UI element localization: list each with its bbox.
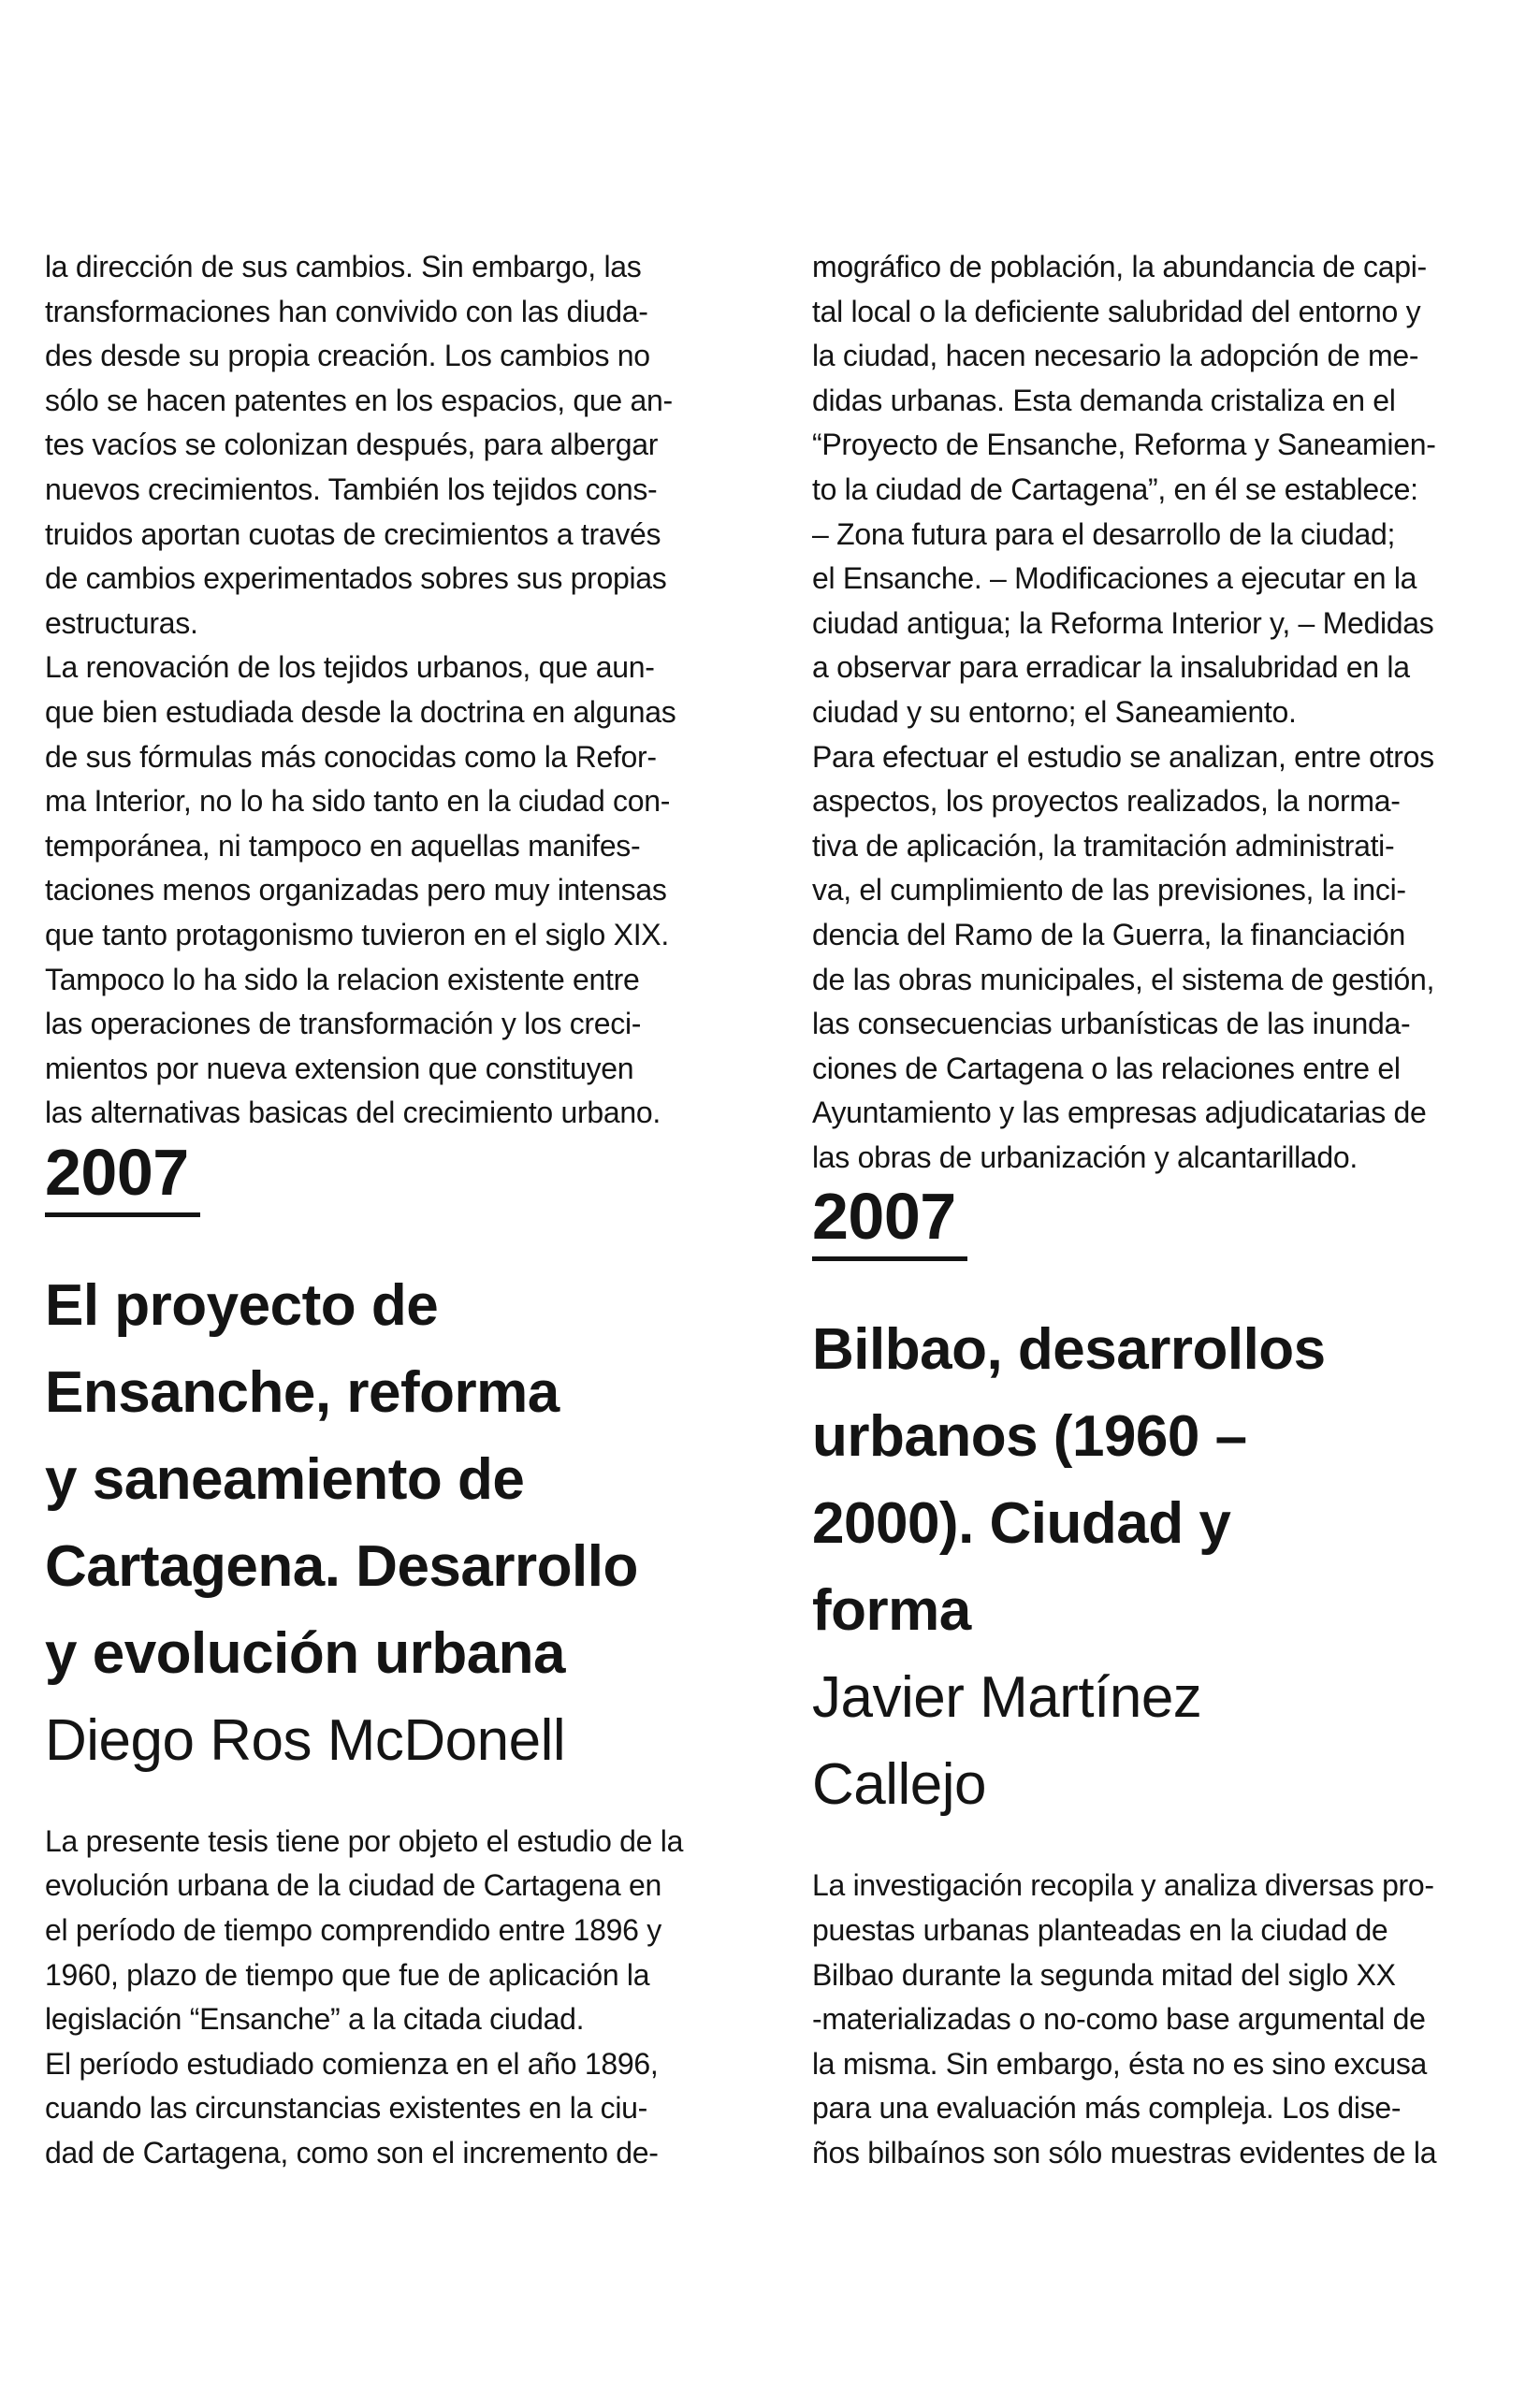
left-intro-text xyxy=(45,245,739,1136)
text-line: va, el cumplimiento de las previsiones, la inci- xyxy=(812,873,1406,907)
text-line: mográfico de población, la abundancia de capi- xyxy=(812,250,1427,283)
text-line: ciudad y su entorno; el Saneamiento. xyxy=(812,694,1297,729)
text-line: dencia del Ramo de la Guerra, la financiación xyxy=(812,917,1405,951)
text-line: La investigación recopila y analiza diversas pro- xyxy=(812,1868,1434,1903)
text-line: las obras de urbanización y alcantarillado. xyxy=(812,1139,1358,1174)
text-line: puestas urbanas planteadas en la ciudad de xyxy=(812,1913,1388,1948)
text-line: forma xyxy=(812,1578,971,1644)
text-line: Tampoco lo ha sido la relacion existente entre xyxy=(45,962,640,996)
text-line: las consecuencias urbanísticas de las inunda- xyxy=(812,1007,1411,1041)
text-line: tal local o la deficiente salubridad del entorno y xyxy=(812,294,1421,328)
text-line: La presente tesis tiene por objeto el estudio de la xyxy=(45,1823,684,1858)
text-line: urbanos (1960 – xyxy=(812,1404,1247,1470)
text-line: la misma. Sin embargo, ésta no es sino excusa xyxy=(812,2046,1428,2081)
text-line: ciudad antigua; la Reforma Interior y, – Medidas xyxy=(812,605,1434,640)
text-line: Ensanche, reforma xyxy=(45,1359,559,1425)
text-line: 2000). Ciudad y xyxy=(812,1491,1231,1557)
text-line: las operaciones de transformación y los creci- xyxy=(45,1007,642,1041)
text-line: 1960, plazo de tiempo que fue de aplicación la xyxy=(45,1957,650,1992)
text-line: truidos aportan cuotas de crecimientos a través xyxy=(45,516,661,551)
left-entry-title xyxy=(45,1262,739,1697)
text-line: des desde su propia creación. Los cambios no xyxy=(45,339,650,373)
text-line: Ayuntamiento y las empresas adjudicatarias de xyxy=(812,1096,1427,1130)
text-line: evolución urbana de la ciudad de Cartagena en xyxy=(45,1868,662,1903)
right-year-heading xyxy=(812,1182,1497,1261)
right-column xyxy=(812,245,1497,2176)
text-line: El período estudiado comienza en el año 1896, xyxy=(45,2046,659,2081)
text-line: la ciudad, hacen necesario la adopción de me- xyxy=(812,339,1419,373)
text-line: sólo se hacen patentes en los espacios, que an- xyxy=(45,383,673,417)
text-line: el período de tiempo comprendido entre 1896 y xyxy=(45,1913,661,1948)
text-line: Callejo xyxy=(812,1752,987,1818)
text-line: cuando las circunstancias existentes en la ciu- xyxy=(45,2091,648,2126)
right-entry-author xyxy=(812,1654,1497,1828)
text-line: temporánea, ni tampoco en aquellas manifes- xyxy=(45,828,641,863)
text-line: y saneamiento de xyxy=(45,1446,525,1512)
text-line: legislación “Ensanche” a la citada ciudad. xyxy=(45,2002,585,2037)
text-line: Bilbao durante la segunda mitad del siglo XX xyxy=(812,1957,1396,1992)
text-line: ciones de Cartagena o las relaciones entre el xyxy=(812,1051,1401,1085)
left-abstract-text xyxy=(45,1820,739,2176)
text-line: que tanto protagonismo tuvieron en el siglo XIX. xyxy=(45,917,669,951)
right-intro-text xyxy=(812,245,1497,1180)
text-line: la dirección de sus cambios. Sin embargo, las xyxy=(45,250,642,283)
text-line: de las obras municipales, el sistema de gestión, xyxy=(812,962,1435,996)
text-line: transformaciones han convivido con las diuda- xyxy=(45,294,648,328)
text-line: Bilbao, desarrollos xyxy=(812,1317,1326,1383)
text-line: para una evaluación más compleja. Los dise- xyxy=(812,2091,1402,2126)
left-year-text: 2007 xyxy=(45,1138,200,1217)
text-line: taciones menos organizadas pero muy intensas xyxy=(45,873,667,907)
text-line: que bien estudiada desde la doctrina en algunas xyxy=(45,694,676,729)
text-line: La renovación de los tejidos urbanos, que aun- xyxy=(45,650,655,685)
left-year-heading xyxy=(45,1135,739,1217)
text-line: Javier Martínez xyxy=(812,1665,1202,1731)
text-line: ma Interior, no lo ha sido tanto en la ciudad con- xyxy=(45,784,671,819)
text-line: mientos por nueva extension que constituyen xyxy=(45,1051,634,1085)
text-line: de sus fórmulas más conocidas como la Refor- xyxy=(45,739,657,774)
text-line: estructuras. xyxy=(45,605,198,640)
text-line: – Zona futura para el desarrollo de la ciudad; xyxy=(812,516,1396,551)
text-line: dad de Cartagena, como son el incremento de- xyxy=(45,2136,659,2170)
text-line: Para efectuar el estudio se analizan, entre otros xyxy=(812,739,1434,774)
right-entry-title xyxy=(812,1306,1497,1654)
text-line: to la ciudad de Cartagena”, en él se establece: xyxy=(812,472,1418,506)
text-line: “Proyecto de Ensanche, Reforma y Saneamien- xyxy=(812,428,1436,462)
left-entry-author xyxy=(45,1697,739,1784)
right-abstract-text xyxy=(812,1864,1497,2175)
text-line: las alternativas basicas del crecimiento urbano. xyxy=(45,1096,661,1130)
text-line: tiva de aplicación, la tramitación administrati- xyxy=(812,828,1395,863)
text-line: aspectos, los proyectos realizados, la norma- xyxy=(812,784,1401,819)
text-line: de cambios experimentados sobres sus propias xyxy=(45,561,667,596)
text-line: el Ensanche. – Modificaciones a ejecutar en la xyxy=(812,561,1417,596)
text-line: Diego Ros McDonell xyxy=(45,1707,566,1773)
text-line: didas urbanas. Esta demanda cristaliza en el xyxy=(812,383,1396,417)
text-line: Cartagena. Desarrollo xyxy=(45,1533,638,1599)
text-line: -materializadas o no-como base argumental de xyxy=(812,2002,1426,2037)
text-line: a observar para erradicar la insalubridad en la xyxy=(812,650,1410,685)
left-column xyxy=(45,245,739,2176)
text-line: nuevos crecimientos. También los tejidos cons- xyxy=(45,472,658,506)
right-year-text: 2007 xyxy=(812,1182,967,1261)
text-line: ños bilbaínos son sólo muestras evidentes de la xyxy=(812,2136,1437,2170)
text-line: tes vacíos se colonizan después, para albergar xyxy=(45,428,659,462)
text-line: El proyecto de xyxy=(45,1272,439,1338)
text-line: y evolución urbana xyxy=(45,1620,566,1686)
